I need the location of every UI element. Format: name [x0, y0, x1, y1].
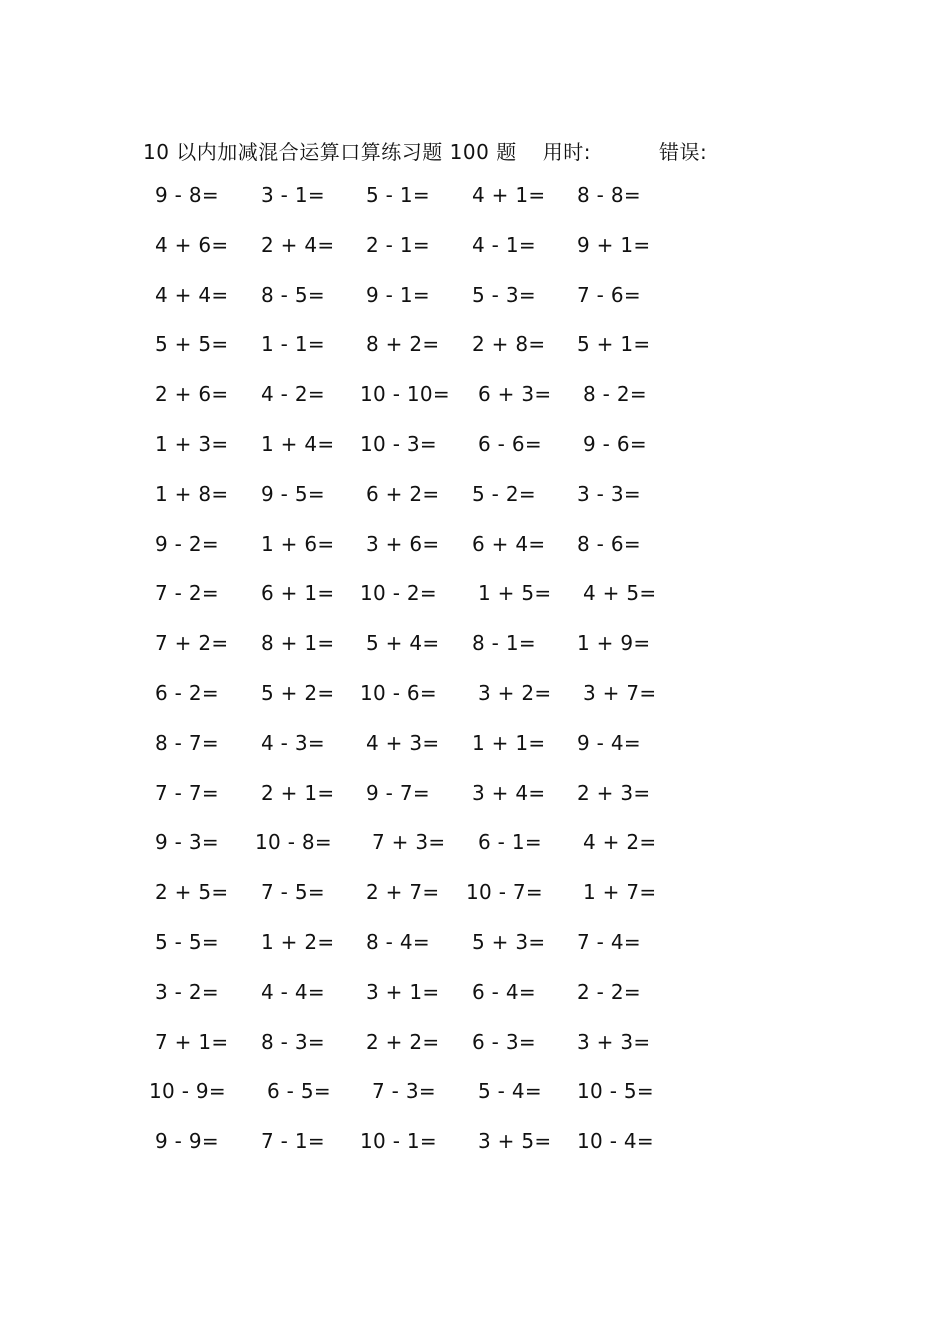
problem-item: 7 + 1=: [155, 1029, 229, 1054]
problem-item: 1 + 4=: [261, 431, 335, 456]
problem-item: 3 - 1=: [261, 183, 325, 207]
problem-item: 10 - 8=: [255, 830, 332, 855]
problem-row: [0, 731, 950, 781]
problem-item: 3 - 3=: [577, 481, 641, 506]
problem-item: 2 + 5=: [155, 880, 229, 905]
problem-item: 5 - 2=: [472, 481, 536, 506]
problem-item: 7 + 3=: [372, 830, 446, 855]
problem-item: 8 - 1=: [472, 631, 536, 656]
problem-item: 5 + 2=: [261, 680, 335, 705]
problem-item: 4 - 3=: [261, 730, 325, 755]
problem-item: 4 + 1=: [472, 183, 546, 207]
problem-row: [0, 1079, 950, 1129]
problem-item: 1 + 5=: [478, 581, 552, 606]
problem-item: 4 + 3=: [366, 730, 440, 755]
problem-item: 8 - 5=: [261, 282, 325, 307]
problem-row: [0, 1030, 950, 1080]
problem-item: 2 + 8=: [472, 332, 546, 357]
problem-row: [0, 930, 950, 980]
problem-item: 7 - 7=: [155, 780, 219, 805]
problem-item: 9 - 3=: [155, 830, 219, 855]
problem-item: 9 - 9=: [155, 1129, 219, 1154]
problem-item: 1 + 6=: [261, 531, 335, 556]
problem-item: 8 + 1=: [261, 631, 335, 656]
problem-item: 1 + 1=: [472, 730, 546, 755]
problem-item: 7 + 2=: [155, 631, 229, 656]
problem-item: 7 - 6=: [577, 282, 641, 307]
problem-item: 3 + 1=: [366, 979, 440, 1004]
problem-item: 7 - 2=: [155, 581, 219, 606]
problem-item: 9 - 8=: [155, 183, 219, 207]
time-label: 用时:: [542, 140, 591, 164]
problem-item: 7 - 3=: [372, 1079, 436, 1104]
problem-item: 9 - 6=: [583, 431, 647, 456]
problem-row: [0, 332, 950, 382]
problem-item: 2 - 1=: [366, 232, 430, 257]
problem-item: 3 - 2=: [155, 979, 219, 1004]
problem-item: 2 + 7=: [366, 880, 440, 905]
problem-item: 6 - 3=: [472, 1029, 536, 1054]
problem-item: 8 - 8=: [577, 183, 641, 207]
problem-item: 6 - 5=: [267, 1079, 331, 1104]
problem-item: 5 + 5=: [155, 332, 229, 357]
problem-item: 6 + 1=: [261, 581, 335, 606]
problem-item: 10 - 7=: [466, 880, 543, 905]
problem-item: 10 - 5=: [577, 1079, 654, 1104]
problem-row: [0, 183, 950, 233]
problem-item: 1 + 9=: [577, 631, 651, 656]
errors-label: 错误:: [658, 140, 708, 164]
problem-item: 5 + 1=: [577, 332, 651, 357]
problem-item: 6 + 3=: [478, 382, 552, 407]
problem-row: [0, 581, 950, 631]
problem-item: 8 - 3=: [261, 1029, 325, 1054]
problem-item: 1 - 1=: [261, 332, 325, 357]
problem-item: 2 - 2=: [577, 979, 641, 1004]
problem-item: 3 + 6=: [366, 531, 440, 556]
problem-item: 3 + 4=: [472, 780, 546, 805]
problem-item: 4 + 4=: [155, 282, 229, 307]
problem-item: 5 - 3=: [472, 282, 536, 307]
problem-item: 2 + 2=: [366, 1029, 440, 1054]
problem-item: 2 + 1=: [261, 780, 335, 805]
problem-item: 4 - 2=: [261, 382, 325, 407]
problem-item: 7 - 1=: [261, 1129, 325, 1154]
problem-item: 10 - 6=: [360, 680, 437, 705]
problem-row: [0, 482, 950, 532]
problem-item: 6 + 2=: [366, 481, 440, 506]
problem-item: 10 - 2=: [360, 581, 437, 606]
problem-item: 3 + 5=: [478, 1129, 552, 1154]
problem-row: [0, 830, 950, 880]
problem-item: 9 - 2=: [155, 531, 219, 556]
problem-item: 9 - 1=: [366, 282, 430, 307]
problem-row: [0, 681, 950, 731]
problem-item: 7 - 4=: [577, 929, 641, 954]
problem-item: 3 + 3=: [577, 1029, 651, 1054]
problem-item: 6 - 1=: [478, 830, 542, 855]
problem-row: [0, 880, 950, 930]
problem-item: 4 - 1=: [472, 232, 536, 257]
problem-item: 2 + 6=: [155, 382, 229, 407]
problem-item: 1 + 3=: [155, 431, 229, 456]
problem-item: 4 - 4=: [261, 979, 325, 1004]
problem-row: [0, 980, 950, 1030]
problem-item: 4 + 2=: [583, 830, 657, 855]
problem-item: 9 - 5=: [261, 481, 325, 506]
problem-item: 5 - 4=: [478, 1079, 542, 1104]
problem-item: 5 - 5=: [155, 929, 219, 954]
problem-item: 1 + 7=: [583, 880, 657, 905]
problem-row: [0, 432, 950, 482]
problem-item: 3 + 7=: [583, 680, 657, 705]
problem-item: 7 - 5=: [261, 880, 325, 905]
problem-item: 5 - 1=: [366, 183, 430, 207]
problem-item: 3 + 2=: [478, 680, 552, 705]
problem-item: 6 + 4=: [472, 531, 546, 556]
problem-grid: [0, 183, 950, 1179]
problem-item: 1 + 2=: [261, 929, 335, 954]
problem-row: [0, 233, 950, 283]
problem-item: 10 - 1=: [360, 1129, 437, 1154]
problem-row: [0, 283, 950, 333]
problem-row: [0, 382, 950, 432]
worksheet-title: 10 以内加减混合运算口算练习题 100 题: [143, 140, 517, 164]
problem-item: 8 - 2=: [583, 382, 647, 407]
problem-item: 4 + 5=: [583, 581, 657, 606]
problem-item: 5 + 3=: [472, 929, 546, 954]
worksheet-header: [143, 136, 707, 165]
problem-item: 4 + 6=: [155, 232, 229, 257]
problem-item: 2 + 3=: [577, 780, 651, 805]
problem-row: [0, 631, 950, 681]
problem-item: 10 - 3=: [360, 431, 437, 456]
problem-item: 9 - 4=: [577, 730, 641, 755]
problem-item: 9 + 1=: [577, 232, 651, 257]
problem-item: 2 + 4=: [261, 232, 335, 257]
problem-row: [0, 532, 950, 582]
problem-item: 10 - 10=: [360, 382, 450, 407]
problem-item: 10 - 9=: [149, 1079, 226, 1104]
problem-item: 8 + 2=: [366, 332, 440, 357]
problem-item: 6 - 6=: [478, 431, 542, 456]
problem-item: 8 - 7=: [155, 730, 219, 755]
problem-item: 8 - 4=: [366, 929, 430, 954]
problem-item: 6 - 4=: [472, 979, 536, 1004]
problem-item: 10 - 4=: [577, 1129, 654, 1154]
problem-item: 9 - 7=: [366, 780, 430, 805]
problem-item: 1 + 8=: [155, 481, 229, 506]
problem-item: 5 + 4=: [366, 631, 440, 656]
problem-item: 6 - 2=: [155, 680, 219, 705]
problem-item: 8 - 6=: [577, 531, 641, 556]
problem-row: [0, 781, 950, 831]
problem-row: [0, 1129, 950, 1179]
